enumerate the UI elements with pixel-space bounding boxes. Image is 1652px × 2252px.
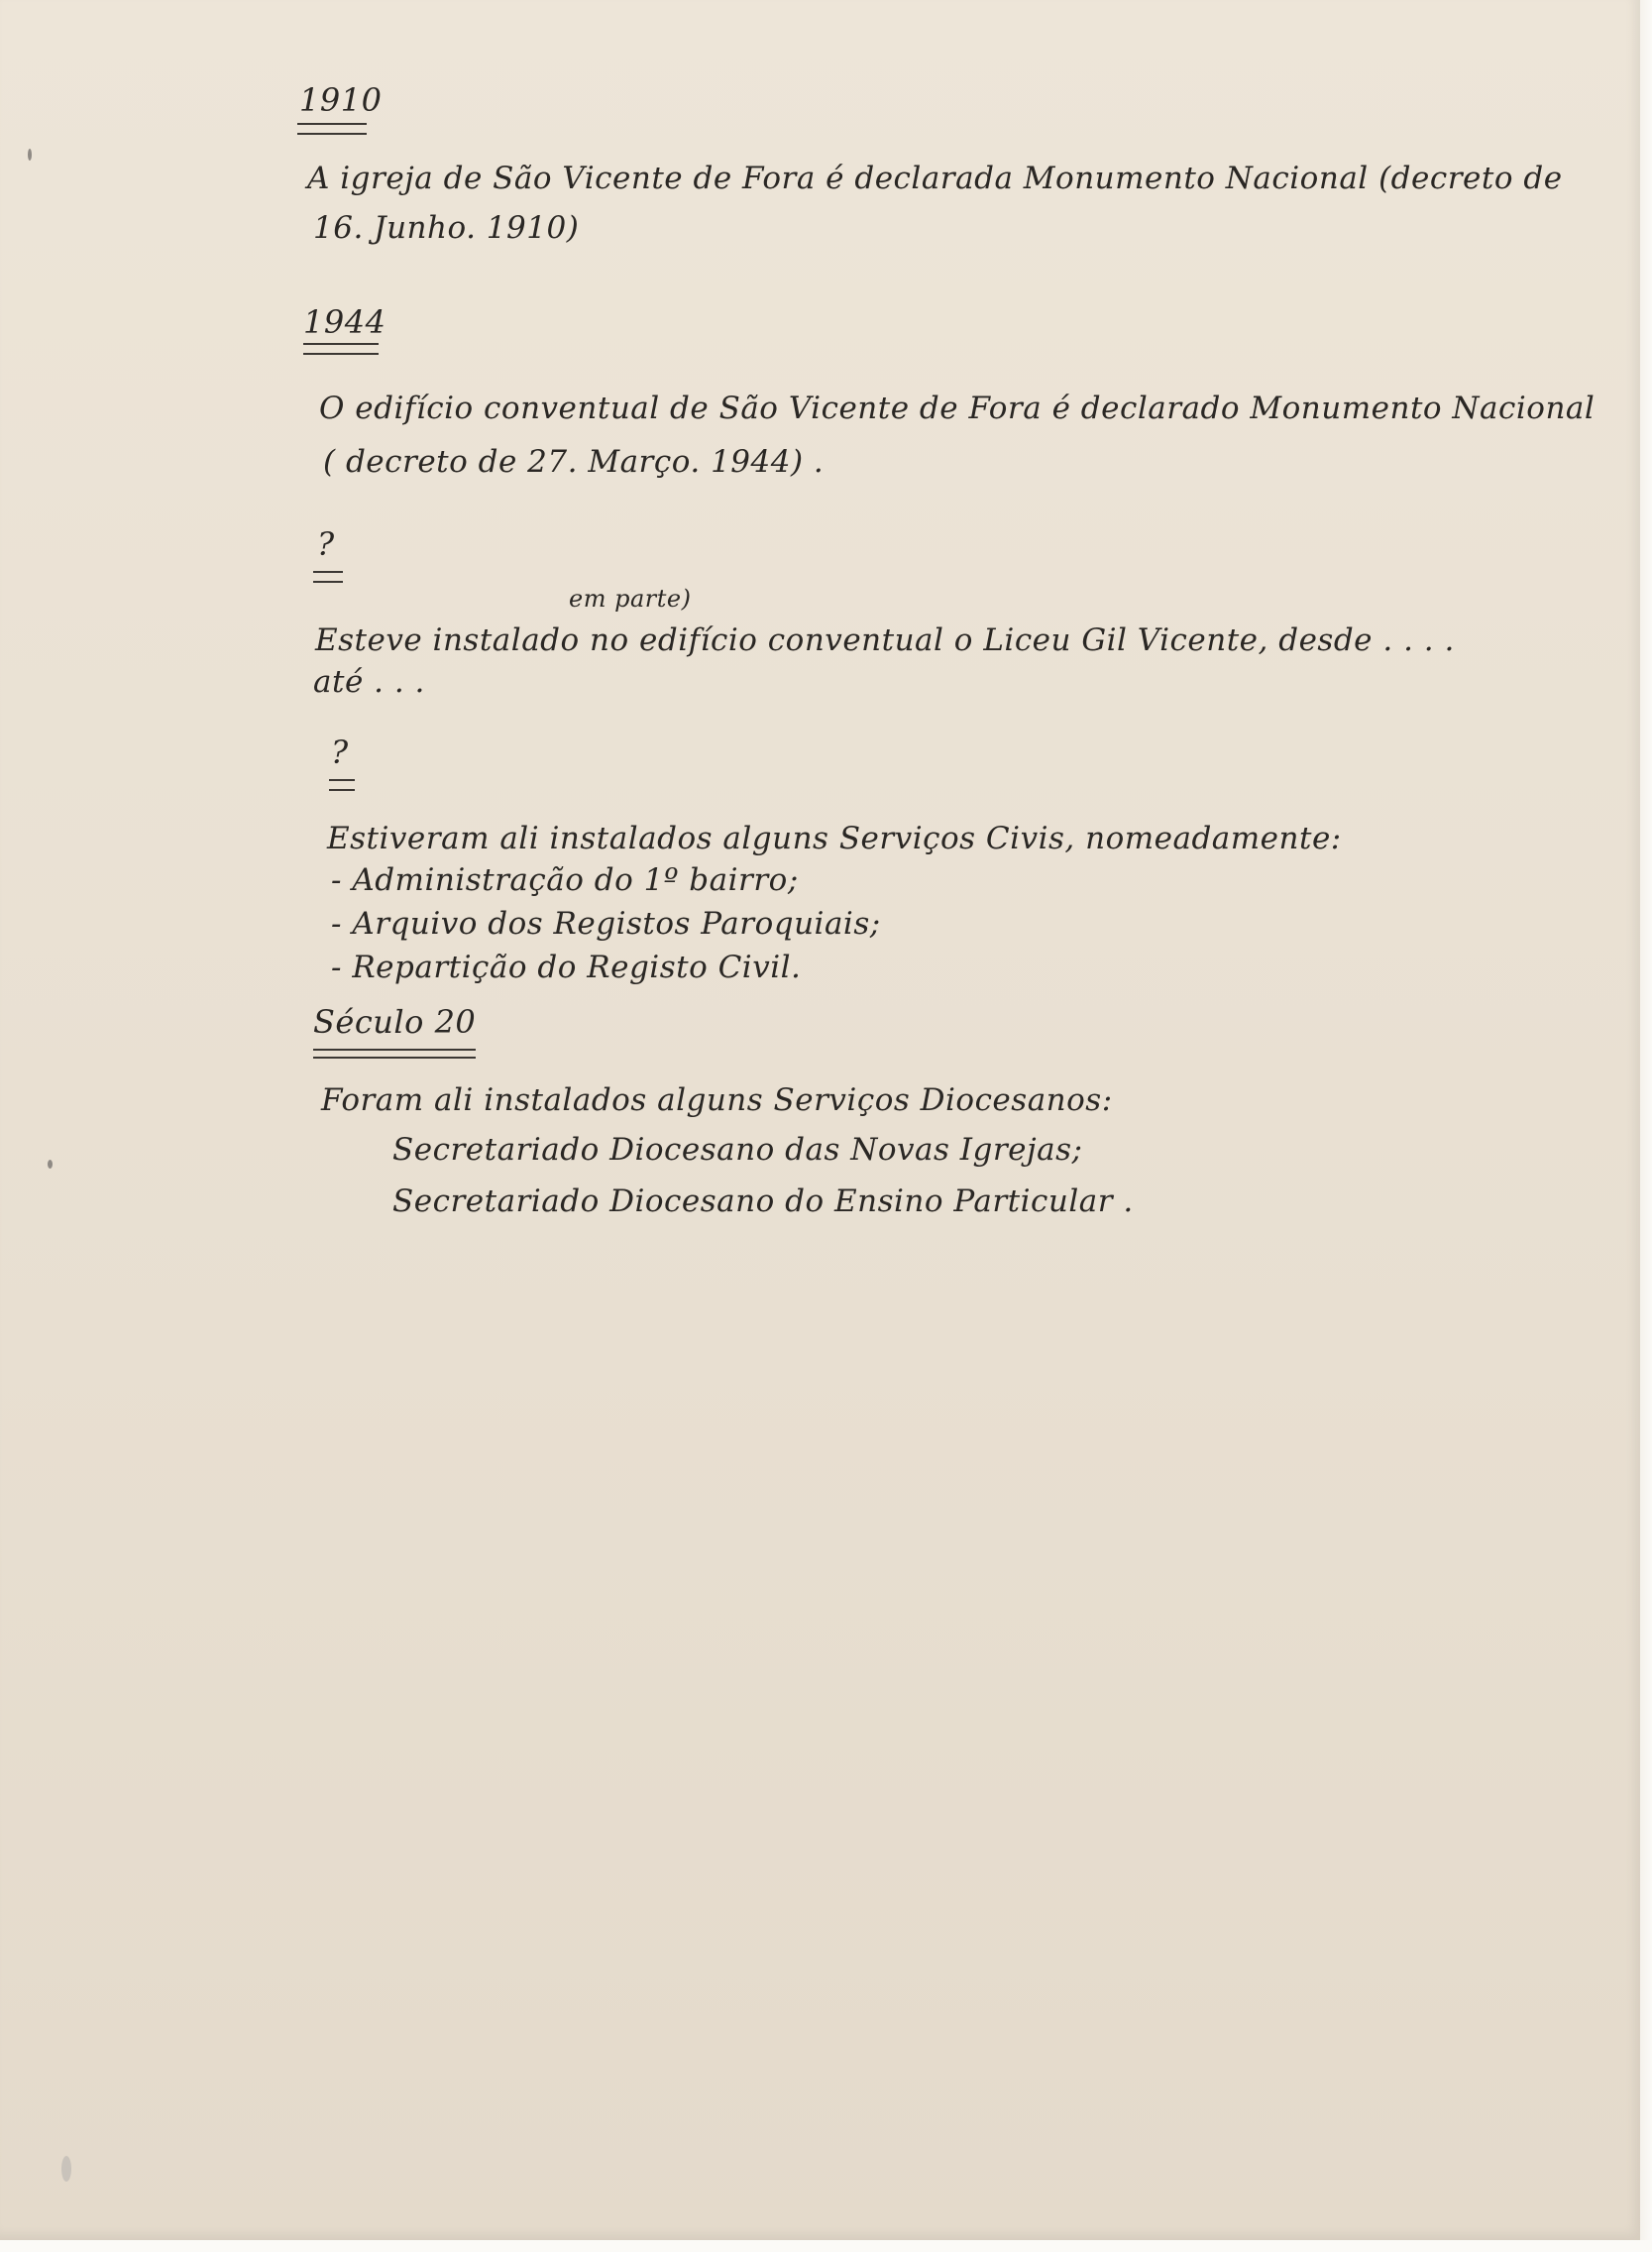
heading-underline	[303, 343, 379, 355]
entry-text-line: Estiveram ali instalados alguns Serviços Civis, nomeadamente:	[327, 821, 1342, 856]
entry-heading-unknown: ?	[317, 525, 335, 563]
list-item: Secretariado Diocesano do Ensino Particular .	[392, 1183, 1134, 1219]
insertion-note: em parte)	[569, 585, 692, 613]
heading-underline	[313, 571, 343, 583]
heading-underline	[313, 1049, 476, 1051]
entry-heading-1944: 1944	[303, 303, 386, 341]
heading-underline	[313, 1057, 476, 1059]
list-item: - Repartição do Registo Civil.	[331, 950, 802, 985]
entry-text-line: 16. Junho. 1910)	[313, 210, 580, 246]
entry-text-line: Foram ali instalados alguns Serviços Diocesanos:	[321, 1082, 1113, 1118]
list-item: - Administração do 1º bairro;	[331, 862, 799, 898]
entry-text-line: O edifício conventual de São Vicente de Fora é declarado Monumento Nacional	[319, 391, 1596, 426]
entry-heading-century: Século 20	[313, 1003, 477, 1041]
entry-heading-1910: 1910	[299, 81, 383, 119]
margin-mark	[28, 149, 32, 161]
page-edge-bottom	[0, 2240, 1652, 2252]
entry-text-line: até . . .	[313, 664, 425, 700]
entry-heading-unknown: ?	[331, 733, 349, 771]
entry-text-line: ( decreto de 27. Março. 1944) .	[323, 444, 825, 480]
margin-mark	[61, 2156, 71, 2182]
heading-underline	[329, 779, 355, 791]
list-item: - Arquivo dos Registos Paroquiais;	[331, 906, 881, 942]
page-edge	[1640, 0, 1652, 2252]
heading-underline	[297, 123, 367, 135]
list-item: Secretariado Diocesano das Novas Igrejas;	[392, 1132, 1083, 1168]
entry-text-line: A igreja de São Vicente de Fora é declarada Monumento Nacional (decreto de	[307, 161, 1563, 196]
margin-mark	[48, 1160, 53, 1169]
entry-text-line: Esteve instalado no edifício conventual o Liceu Gil Vicente, desde . . . .	[315, 622, 1455, 658]
